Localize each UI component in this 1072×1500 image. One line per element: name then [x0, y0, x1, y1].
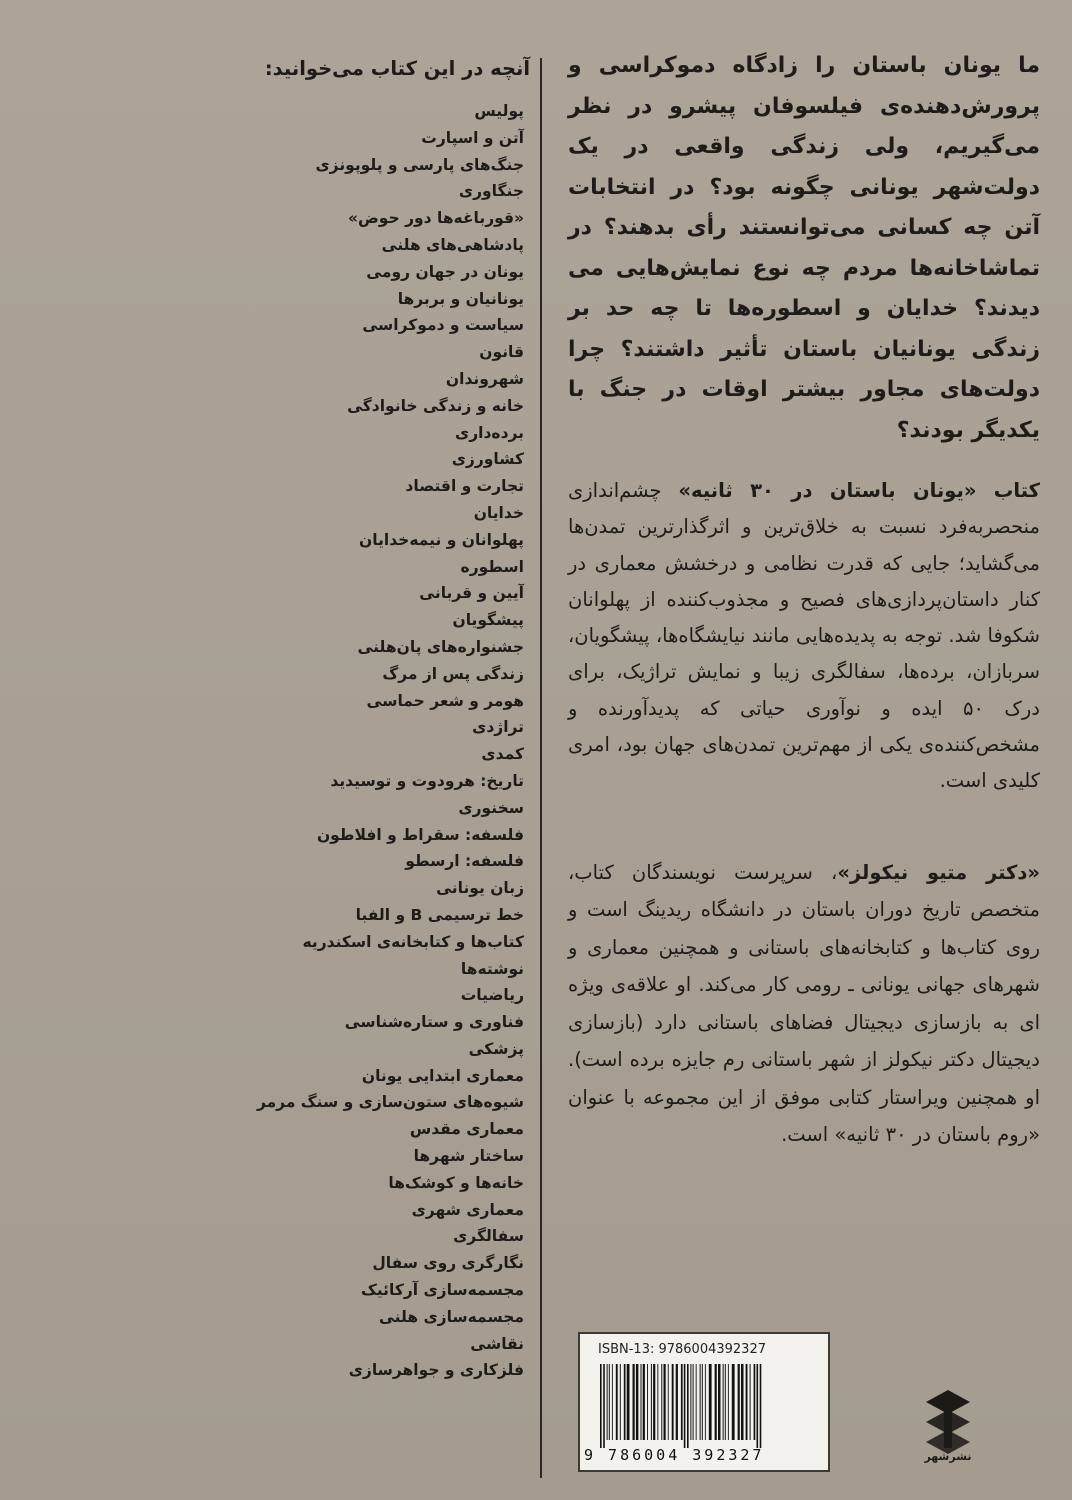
contents-item: جشنواره‌های پان‌هلنی: [357, 637, 524, 656]
description-column: [568, 46, 1040, 1154]
contents-item: هومر و شعر حماسی: [366, 691, 524, 710]
contents-item: تاریخ: هرودوت و توسیدید: [330, 771, 524, 790]
contents-item: مجسمه‌سازی هلنی: [378, 1307, 524, 1326]
contents-item: آتن و اسپارت: [421, 128, 524, 147]
contents-item: پولیس: [474, 102, 524, 120]
barcode-box: [578, 1332, 830, 1472]
contents-item: جنگ‌های پارسی و پلوپونزی: [315, 155, 524, 174]
contents-item: یونانیان و بربرها: [397, 289, 524, 308]
contents-item: خانه‌ها و کوشک‌ها: [388, 1173, 524, 1192]
contents-item: فلسفه: سقراط و افلاطون: [316, 825, 524, 844]
column-divider: [540, 58, 542, 1478]
publisher-name: نشرشهر: [924, 1450, 972, 1463]
contents-item: جنگاوری: [458, 182, 524, 201]
book-title-lead: کتاب «یونان باستان در ۳۰ ثانیه»: [678, 479, 1040, 502]
author-paragraph-text: ، سرپرست نویسندگان کتاب، متخصص تاریخ دوران باستان در دانشگاه ریدینگ است و روی کتاب‌ها و کتابخانه‌های باستانی و همچنین معماری و شهرهای جهانی یونانی ـ رومی کار می‌کند. او علاقه‌ی ویژه ای به بازسازی دیجیتال فضاهای باستانی دارد (بازسازی دیجیتال دکتر نیکولز از شهر باستانی رم جایزه برده است). او همچنین ویراستار کتابی موفق از این مجموعه با عنوان «روم باستان در ۳۰ ثانیه» است.: [568, 860, 1040, 1147]
contents-item: پهلوانان و نیمه‌خدایان: [359, 530, 524, 549]
contents-item: تجارت و اقتصاد: [405, 477, 524, 496]
book-paragraph: [568, 473, 1040, 800]
intro-paragraph: ما یونان باستان را زادگاه دموکراسی و پرورش‌دهنده‌ی فیلسوفان پیشرو در نظر می‌گیریم، ولی زندگی واقعی در یک دولت‌شهر یونانی چگونه بود؟ در انتخابات آتن چه کسانی می‌توانستند رأی بدهند؟ در تماشاخانه‌ها مردم چه نوع نمایش‌هایی می دیدند؟ خدایان و اسطوره‌ها تا چه حد بر زندگی یونانیان باستان تأثیر داشتند؟ چرا دولت‌های مجاور بیشتر اوقات در جنگ با یکدیگر بودند؟: [568, 53, 1040, 443]
contents-item: زبان یونانی: [436, 879, 524, 898]
contents-item: تراژدی: [472, 718, 524, 737]
book-paragraph-text: چشم‌اندازی منحصربه‌فرد نسبت به خلاق‌ترین و اثرگذارترین تمدن‌ها می‌گشاید؛ جایی که قدرت نظامی و درخشش معماری در کنار داستان‌پردازی‌های فصیح و مجذوب‌کننده از پهلوانان شکوفا شد. توجه به پدیده‌هایی مانند نیایشگاه‌ها، پیشگویان، سربازان، برده‌ها، سفالگری زیبا و نمایش تراژیک، برای درک ۵۰ ایده و نوآوری حیاتی که پدیدآورنده و مشخص‌کننده‌ی یکی از مهم‌ترین تمدن‌های جهان بود، امری کلیدی است.: [568, 479, 1040, 793]
contents-item: ساختار شهرها: [413, 1147, 524, 1166]
contents-item: آیین و قربانی: [419, 584, 524, 603]
barcode-icon: [598, 1364, 814, 1448]
contents-item: ریاضیات: [460, 986, 524, 1005]
contents-column: [230, 54, 530, 1384]
contents-item: فناوری و ستاره‌شناسی: [344, 1013, 524, 1032]
contents-item: پزشکی: [468, 1039, 524, 1058]
author-name-lead: «دکتر متیو نیکولز»: [837, 860, 1040, 884]
contents-title: آنچه در این کتاب می‌خوانید:: [264, 57, 530, 80]
contents-item: پادشاهی‌های هلنی: [381, 235, 524, 254]
contents-item: نوشته‌ها: [460, 959, 524, 978]
contents-item: فلسفه: ارسطو: [405, 852, 524, 871]
contents-item: فلزکاری و جواهرسازی: [348, 1361, 524, 1380]
contents-item: قانون: [479, 343, 524, 362]
contents-item: شیوه‌های ستون‌سازی و سنگ مرمر: [256, 1093, 524, 1112]
contents-item: معماری شهری: [411, 1200, 524, 1219]
contents-item: شهروندان: [445, 369, 524, 388]
contents-item: سخنوری: [458, 798, 524, 817]
contents-item: پیشگویان: [452, 611, 524, 630]
contents-item: معماری مقدس: [409, 1120, 524, 1139]
contents-item: «قورباغه‌ها دور حوض»: [347, 209, 524, 228]
contents-item: سیاست و دموکراسی: [362, 316, 524, 335]
author-paragraph: [568, 854, 1040, 1154]
contents-item: زندگی پس از مرگ: [382, 664, 524, 683]
contents-item: مجسمه‌سازی آرکائیک: [360, 1281, 524, 1300]
contents-item: خط ترسیمی B و الفبا: [355, 905, 524, 924]
contents-item: اسطوره: [460, 557, 524, 576]
contents-item: نقاشی: [470, 1334, 524, 1353]
barcode-digits: 9 786004 392327: [584, 1446, 765, 1464]
contents-item: کشاورزی: [451, 450, 524, 469]
contents-item: کتاب‌ها و کتابخانه‌ی اسکندریه: [302, 932, 524, 951]
contents-item: یونان در جهان رومی: [366, 262, 524, 281]
contents-item: معماری ابتدایی یونان: [361, 1066, 524, 1085]
contents-item: کمدی: [481, 745, 524, 764]
contents-item: سفالگری: [453, 1227, 524, 1246]
contents-item: خدایان: [473, 503, 524, 522]
isbn-label: ISBN-13: 9786004392327: [598, 1342, 766, 1357]
contents-item: خانه و زندگی خانوادگی: [347, 396, 524, 415]
contents-item: برده‌داری: [455, 423, 524, 442]
contents-item: نگارگری روی سفال: [372, 1254, 524, 1273]
contents-list: [230, 98, 530, 1384]
